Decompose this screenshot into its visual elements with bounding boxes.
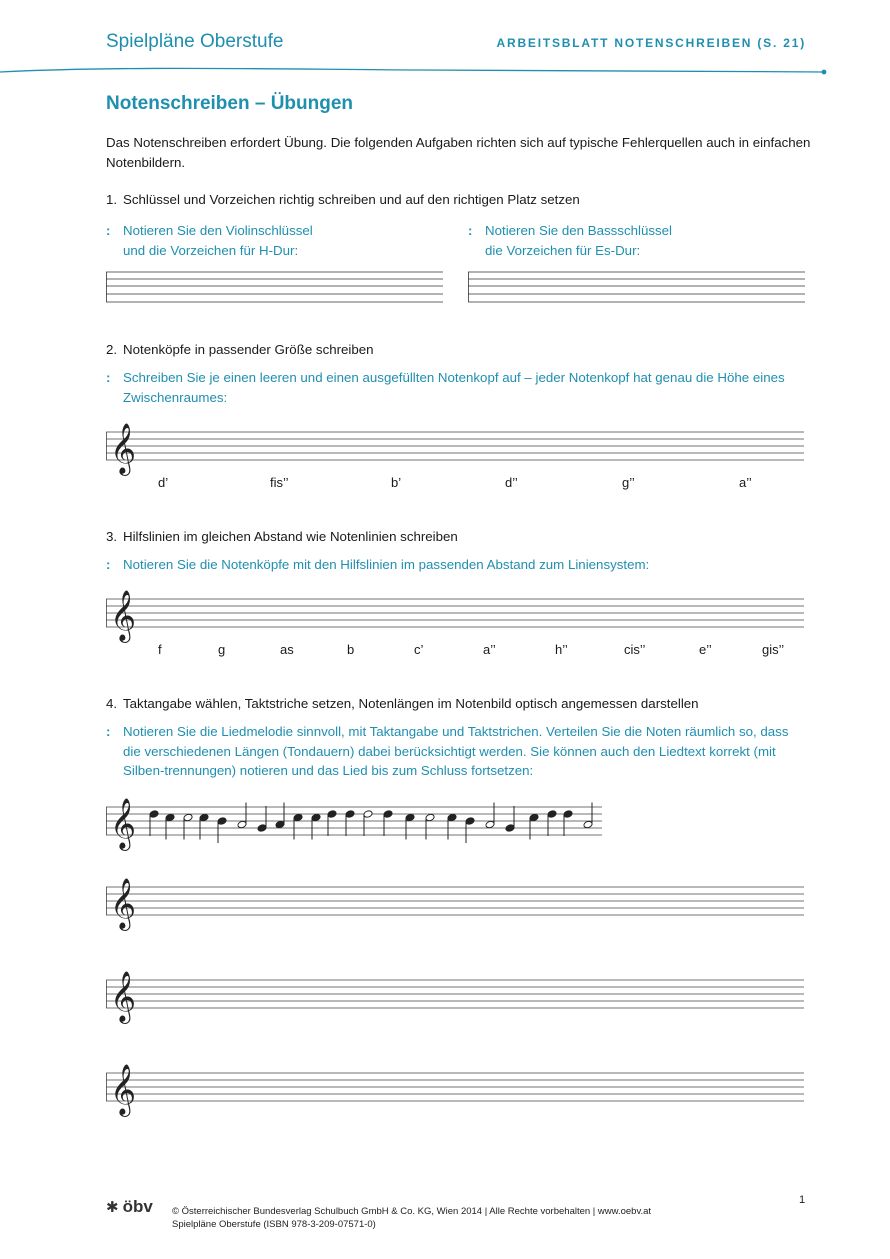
task-4-title bbox=[106, 696, 699, 711]
bullet-colon-icon: : bbox=[106, 557, 111, 572]
footer-line-1: © Österreichischer Bundesverlag Schulbuch GmbH & Co. KG, Wien 2014 | Alle Rechte vorbehalten | www.oebv.at bbox=[172, 1206, 652, 1217]
task-2-staff[interactable] bbox=[106, 415, 806, 475]
task-1-staff-left[interactable] bbox=[106, 270, 446, 310]
treble-clef-icon: 𝄞 bbox=[110, 878, 137, 929]
footer-line-2: Spielpläne Oberstufe (ISBN 978-3-209-07571-0) bbox=[172, 1219, 376, 1230]
task-2-note: fis’’ bbox=[270, 475, 289, 490]
melody-notehead bbox=[149, 810, 159, 819]
treble-clef-icon: 𝄞 bbox=[110, 798, 137, 849]
melody-notehead bbox=[345, 810, 355, 819]
melody-notehead bbox=[217, 817, 227, 826]
task-4-number: 4. bbox=[106, 696, 118, 711]
melody-notehead bbox=[447, 813, 457, 822]
melody-notehead bbox=[199, 813, 209, 822]
bullet-colon-icon: : bbox=[106, 724, 111, 739]
task-1-staff-right[interactable] bbox=[468, 270, 808, 310]
blank-staff-3[interactable] bbox=[106, 1056, 806, 1116]
bullet-colon-icon: : bbox=[468, 223, 473, 238]
task-2-note: a’’ bbox=[739, 475, 752, 490]
task-3-note: a’’ bbox=[483, 642, 496, 657]
treble-clef-icon: 𝄞 bbox=[110, 1064, 137, 1115]
task-4-text: Taktangabe wählen, Taktstriche setzen, Notenlängen im Notenbild optisch angemessen darstellen bbox=[123, 696, 699, 711]
page-number: 1 bbox=[799, 1194, 806, 1206]
task-1-instruction-right-text: Notieren Sie den Bassschlüssel die Vorzeichen für Es-Dur: bbox=[485, 223, 672, 258]
melody-notehead bbox=[293, 813, 303, 822]
publisher-logo-icon: ✱ bbox=[106, 1199, 119, 1216]
task-3-title bbox=[106, 529, 458, 544]
melody-notehead bbox=[237, 820, 247, 829]
bullet-colon-icon: : bbox=[106, 370, 111, 385]
melody-notehead bbox=[583, 820, 593, 829]
header-worksheet-label: ARBEITSBLATT NOTENSCHREIBEN (S. 21) bbox=[496, 36, 806, 50]
treble-clef-icon: 𝄞 bbox=[110, 971, 137, 1022]
task-3-text: Hilfslinien im gleichen Abstand wie Notenlinien schreiben bbox=[123, 529, 458, 544]
task-3-note: c’ bbox=[414, 642, 424, 657]
task-3-number: 3. bbox=[106, 529, 118, 544]
task-1-text: Schlüssel und Vorzeichen richtig schreiben und auf den richtigen Platz setzen bbox=[123, 192, 580, 207]
task-3-instruction bbox=[106, 555, 806, 575]
task-1-instruction-left-text: Notieren Sie den Violinschlüssel und die Vorzeichen für H-Dur: bbox=[123, 223, 313, 258]
melody-notehead bbox=[165, 813, 175, 822]
blank-staff-1[interactable] bbox=[106, 870, 806, 930]
footer-copyright bbox=[172, 1205, 651, 1231]
task-4-instruction bbox=[106, 722, 806, 782]
task-1-instruction-left bbox=[106, 221, 436, 261]
melody-notes bbox=[149, 803, 593, 844]
publisher-logo bbox=[106, 1197, 153, 1217]
melody-notehead bbox=[405, 813, 415, 822]
melody-notehead bbox=[327, 810, 337, 819]
task-2-note: d’ bbox=[158, 475, 169, 490]
task-2-title bbox=[106, 342, 374, 357]
task-3-note: as bbox=[280, 642, 294, 657]
melody-notehead bbox=[425, 813, 435, 822]
task-3-staff[interactable] bbox=[106, 582, 806, 642]
task-2-note: g’’ bbox=[622, 475, 635, 490]
blank-staff-2[interactable] bbox=[106, 963, 806, 1023]
task-1-number: 1. bbox=[106, 192, 118, 207]
treble-clef-icon: 𝄞 bbox=[110, 590, 137, 641]
melody-notehead bbox=[485, 820, 495, 829]
task-3-note: f bbox=[158, 642, 162, 657]
task-4-instruction-text: Notieren Sie die Liedmelodie sinnvoll, mit Taktangabe und Taktstrichen. Verteilen Sie die Noten räumlich so, dass die verschiedenen Längen (Tondauern) dabei berücksichtigt werden. Sie können auch den Liedtext korrekt (mit Silben-trennungen) notieren und das Lied bis zum Schluss fortsetzen: bbox=[123, 724, 789, 778]
melody-notehead bbox=[505, 824, 515, 833]
task-3-note: cis’’ bbox=[624, 642, 646, 657]
task-2-text: Notenköpfe in passender Größe schreiben bbox=[123, 342, 374, 357]
publisher-logo-text: öbv bbox=[122, 1197, 153, 1216]
melody-notehead bbox=[363, 810, 373, 819]
melody-notehead bbox=[383, 810, 393, 819]
melody-notehead bbox=[183, 813, 193, 822]
header-divider bbox=[0, 60, 890, 80]
melody-staff bbox=[106, 790, 606, 855]
bullet-colon-icon: : bbox=[106, 223, 111, 238]
task-2-instruction bbox=[106, 368, 806, 408]
task-3-note: b bbox=[347, 642, 355, 657]
task-3-note: e’’ bbox=[699, 642, 712, 657]
task-2-note: d’’ bbox=[505, 475, 518, 490]
task-3-note: h’’ bbox=[555, 642, 568, 657]
task-1-title bbox=[106, 192, 580, 207]
page-heading: Notenschreiben – Übungen bbox=[106, 93, 354, 114]
melody-notehead bbox=[529, 813, 539, 822]
task-3-note: gis’’ bbox=[762, 642, 785, 657]
intro-text: Das Notenschreiben erfordert Übung. Die folgenden Aufgaben richten sich auf typische Fehlerquellen auch in einfachen Notenbildern. bbox=[106, 135, 811, 170]
task-3-instruction-text: Notieren Sie die Notenköpfe mit den Hilfslinien im passenden Abstand zum Liniensystem: bbox=[123, 557, 650, 572]
task-2-number: 2. bbox=[106, 342, 118, 357]
melody-notehead bbox=[257, 824, 267, 833]
task-1-instruction-right bbox=[468, 221, 798, 261]
melody-notehead bbox=[275, 820, 285, 829]
task-2-note: b’ bbox=[391, 475, 402, 490]
melody-notehead bbox=[465, 817, 475, 826]
task-2-instruction-text: Schreiben Sie je einen leeren und einen ausgefüllten Notenkopf auf – jeder Notenkopf hat genau die Höhe eines Zwischenraumes: bbox=[123, 370, 785, 405]
melody-notehead bbox=[547, 810, 557, 819]
treble-clef-icon: 𝄞 bbox=[110, 423, 137, 474]
melody-notehead bbox=[563, 810, 573, 819]
melody-notehead bbox=[311, 813, 321, 822]
task-3-note: g bbox=[218, 642, 226, 657]
header-title: Spielpläne Oberstufe bbox=[106, 31, 284, 52]
